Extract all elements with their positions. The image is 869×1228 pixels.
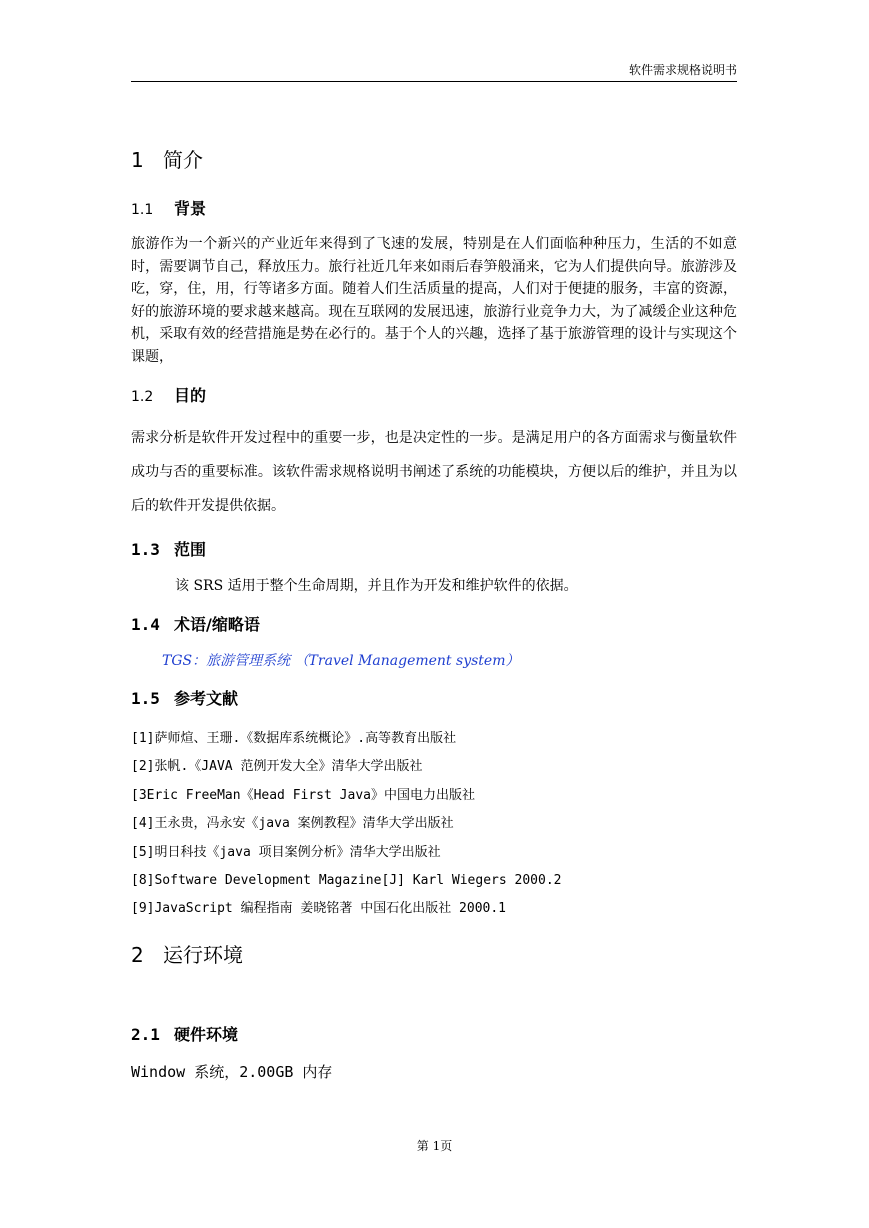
heading-1-3-scope bbox=[131, 540, 206, 560]
section-number: 1.2 bbox=[131, 389, 154, 405]
section-number: 1.1 bbox=[131, 202, 154, 218]
reference-item: [1]萨师煊、王珊.《数据库系统概论》.高等教育出版社 bbox=[131, 731, 457, 746]
heading-1-5-references bbox=[131, 689, 238, 709]
section-title: 范围 bbox=[174, 540, 207, 559]
heading-2-1-hardware bbox=[131, 1025, 238, 1045]
section-number: 1.4 bbox=[131, 615, 160, 634]
section-title: 术语/缩略语 bbox=[174, 615, 260, 634]
header-rule bbox=[131, 81, 737, 82]
heading-1-2-purpose bbox=[131, 386, 206, 407]
section-number: 1.3 bbox=[131, 540, 160, 559]
purpose-paragraph: 需求分析是软件开发过程中的重要一步，也是决定性的一步。是满足用户的各方面需求与衡量软件成功与否的重要标准。该软件需求规格说明书阐述了系统的功能模块，方便以后的维护，并且为以后的软件开发提供依据。 bbox=[131, 430, 737, 514]
heading-1-intro bbox=[131, 148, 203, 172]
heading-1-1-background bbox=[131, 199, 206, 220]
page-number: 第 1页 bbox=[416, 1139, 453, 1153]
section-number: 1 bbox=[131, 148, 144, 172]
reference-item: [3Eric FreeMan《Head First Java》中国电力出版社 bbox=[131, 787, 475, 803]
background-paragraph: 旅游作为一个新兴的产业近年来得到了飞速的发展，特别是在人们面临种种压力，生活的不如意时，需要调节自己，释放压力。旅行社近几年来如雨后春笋般涌来，它为人们提供向导。旅游涉及吃，穿，住，用，行等诸多方面。随着人们生活质量的提高，人们对于便捷的服务，丰富的资源，好的旅游环境的要求越来越高。现在互联网的发展迅速，旅游行业竞争力大，为了减缓企业这种危机，采取有效的经营措施是势在必行的。基于个人的兴趣，选择了基于旅游管理的设计与实现这个课题， bbox=[131, 236, 737, 365]
scope-paragraph: 该 SRS 适用于整个生命周期，并且作为开发和维护软件的依据。 bbox=[175, 578, 578, 594]
reference-item: [2]张帆.《JAVA 范例开发大全》清华大学出版社 bbox=[131, 759, 423, 775]
section-title: 背景 bbox=[174, 199, 207, 218]
section-title: 简介 bbox=[163, 148, 203, 172]
reference-item: [5]明日科技《java 项目案例分析》清华大学出版社 bbox=[131, 844, 441, 860]
section-title: 运行环境 bbox=[163, 943, 243, 967]
section-title: 硬件环境 bbox=[174, 1025, 239, 1044]
section-number: 1.5 bbox=[131, 689, 160, 708]
reference-list bbox=[131, 728, 737, 927]
heading-2-runtime-env bbox=[131, 943, 243, 967]
section-number: 2 bbox=[131, 943, 144, 967]
term-definition: TGS：旅游管理系统 （Travel Management system） bbox=[162, 653, 520, 669]
section-title: 参考文献 bbox=[174, 689, 239, 708]
reference-item: [9]JavaScript 编程指南 姜晓铭著 中国石化出版社 2000.1 bbox=[131, 901, 507, 917]
running-header: 软件需求规格说明书 bbox=[628, 63, 737, 77]
section-title: 目的 bbox=[174, 386, 207, 405]
reference-item: [8]Software Development Magazine[J] Karl Wiegers 2000.2 bbox=[131, 872, 562, 888]
heading-1-4-terms bbox=[131, 615, 260, 635]
section-number: 2.1 bbox=[131, 1025, 160, 1044]
reference-item: [4]王永贵，冯永安《java 案例教程》清华大学出版社 bbox=[131, 816, 454, 832]
hardware-paragraph: Window 系统，2.00GB 内存 bbox=[131, 1063, 333, 1081]
